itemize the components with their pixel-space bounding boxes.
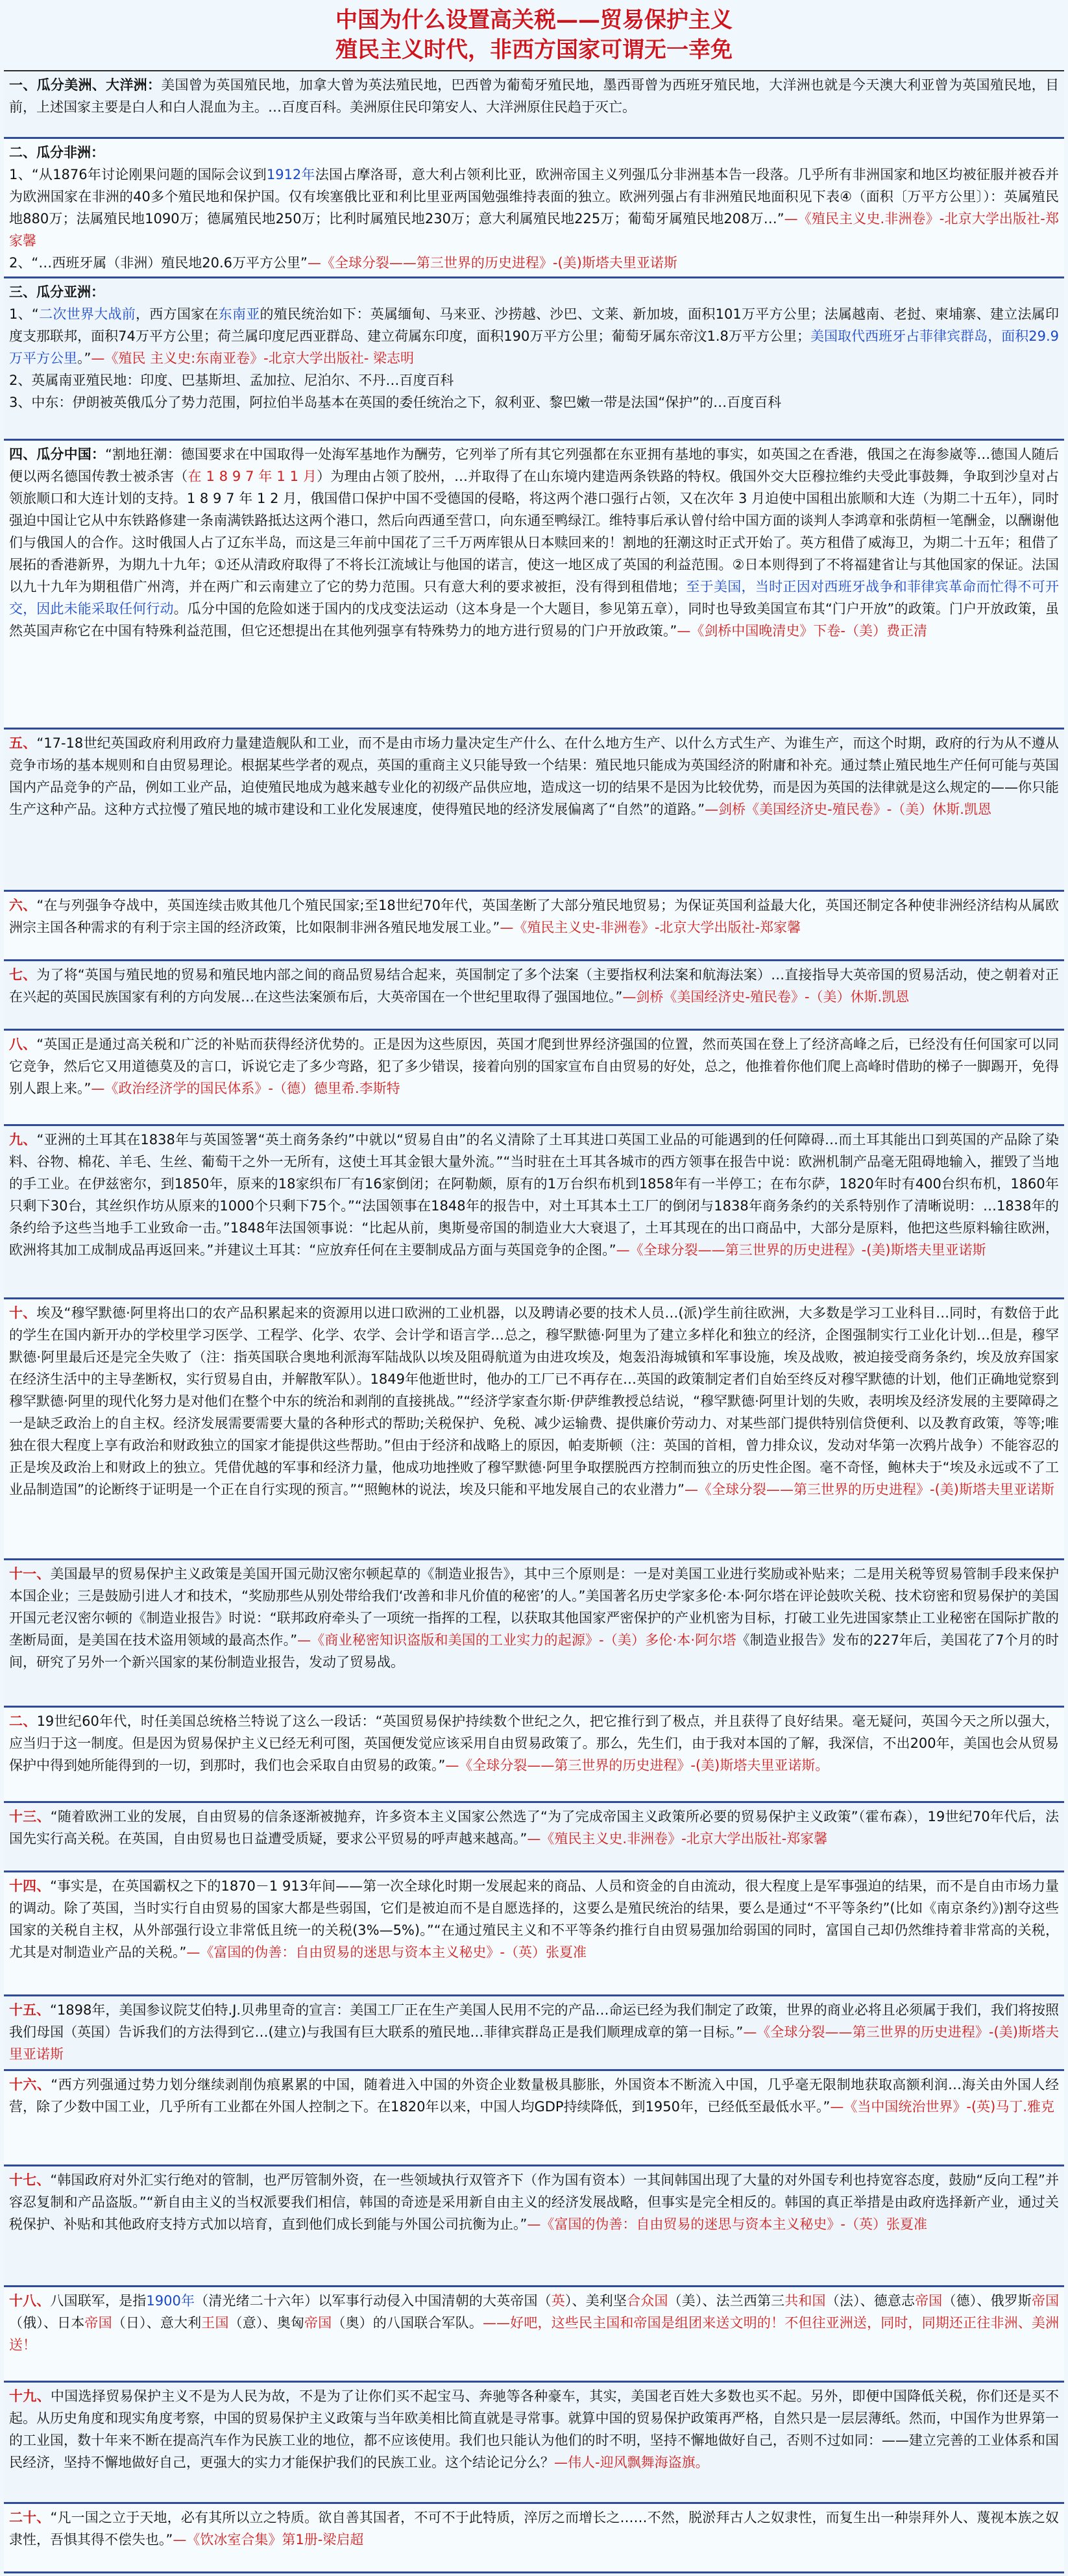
section-paragraph bbox=[9, 1129, 1059, 1261]
section-13 bbox=[4, 1803, 1064, 1872]
section-19 bbox=[4, 2383, 1064, 2504]
section-heading: 十五、 bbox=[9, 2002, 51, 2018]
citation: —剑桥《美国经济史-殖民卷》-（美）休斯.凯恩 bbox=[705, 801, 991, 817]
text-run: （俄）、日本 bbox=[9, 2315, 85, 2331]
section-paragraph bbox=[9, 2385, 1059, 2473]
section-paragraph bbox=[9, 2169, 1059, 2235]
section-paragraph bbox=[9, 1563, 1059, 1673]
section-heading: 二、瓜分非洲： bbox=[9, 144, 104, 160]
section-16 bbox=[4, 2071, 1064, 2166]
section-heading: 十三、 bbox=[9, 1809, 51, 1825]
text-run: 为了将“英国与殖民地的贸易和殖民地内部之间的商品贸易结合起来，英国制定了多个法案（主要指权利法案和航海法案）…直接指导大英帝国的贸易活动，使之朝着对正在兴起的英国民族国家有利的方向发展…在这些法案颁布后，大英帝国在一个世纪里取得了强国地位。” bbox=[9, 967, 1060, 1005]
section-7 bbox=[4, 961, 1064, 1031]
section-paragraph bbox=[9, 964, 1059, 1008]
text-run: ，西方国家在 bbox=[136, 306, 219, 322]
text-run: （意）、奥匈 bbox=[228, 2315, 305, 2331]
text-run: 八国联军，是指 bbox=[50, 2293, 147, 2309]
text-run: 二次世界大战前 bbox=[38, 306, 136, 322]
citation: —《当中国统治世界》-(英)马丁.雅克 bbox=[830, 2098, 1055, 2115]
text-run: 3、中东：伊朗被英俄瓜分了势力范围，阿拉伯半岛基本在英国的委任统治之下，叙利亚、黎巴嫩一带是法国“保护”的…百度百科 bbox=[9, 394, 782, 410]
section-12 bbox=[4, 1708, 1064, 1803]
text-run: 19世纪60年代，时任美国总统格兰特说了这么一段话：“英国贸易保护持续数个世纪之久，把它推行到了极点，并且获得了良好结果。毫无疑问，英国今天之所以强大，应当归于这一制度。但是因为贸易保护主义已经无利可图，英国便发觉应该采用自由贸易政策了。那么，先生们，由于我对本国的了解，我深信，不出200年，美国也会从贸易保护中得到她所能得到的一切，到那时，我们也会采取自由贸易的政策。” bbox=[9, 1713, 1059, 1774]
section-paragraph bbox=[9, 1875, 1059, 1963]
text-run: 王国 bbox=[201, 2315, 229, 2331]
text-run: “割地狂潮：德国要求在中国取得一处海军基地作为酬劳，它列举了所有其它列强都在东亚拥有基地的事实，如英国之在香港，俄国之在海参崴等…德国人随后便以两名德国传教士被杀害（ bbox=[9, 447, 1060, 485]
section-heading: 二十、 bbox=[9, 2510, 51, 2526]
article-header bbox=[4, 3, 1064, 70]
section-paragraph bbox=[9, 1033, 1059, 1099]
section-heading: 十九、 bbox=[9, 2388, 51, 2405]
section-paragraph bbox=[9, 894, 1059, 938]
section-heading: 三、瓜分亚洲： bbox=[9, 284, 104, 300]
section-heading: 十一、 bbox=[9, 1566, 51, 1582]
text-run: 埃及“穆罕默德·阿里将出口的农产品积累起来的资源用以进口欧洲的工业机器，以及聘请必要的技术人员…(派)学生前往欧洲，大多数是学习工业科目…同时，有数倍于此的学生在国内新开办的学校里学习医学、工程学、化学、农学、会计学和语言学…总之，穆罕默德·阿里为了建立多样化和独立的经济，企图强制实行工业化计划…但是，穆罕默德·阿里最后还是完全失败了（注：指英国联合奥地利派海军陆战队以埃及阻碍航道为由进攻埃及，炮轰沿海城镇和军事设施，埃及战败，被迫接受商务条约，埃及放弃国家在经济生活中的主导垄断权，实行贸易自由，并解散军队）。1849年他逝世时，他办的工厂已不再存在…英国的政策制定者们自始至终反对穆罕默德的计划，他们正确地觉察到穆罕默德·阿里的现代化努力是对他们在整个中东的统治和剥削的直接挑战。”“经济学家查尔斯·伊萨维教授总结说，“穆罕默德·阿里计划的失败，表明埃及经济发展的主要障碍之一是缺乏政治上的自主权。经济发展需要需要大量的各种形式的帮助;关税保护、免税、减少运输费、提供廉价劳动力、对某些部门提供特别信贷便利、以及教育政策，等等;唯独在很大程度上享有政治和财政独立的国家才能提供这些帮助。”但由于经济和战略上的原因，帕麦斯顿（注：英国的首相，曾力排众议，发动对华第一次鸦片战争）不能容忍的正是埃及政治上和财政上的独立。凭借优越的军事和经济力量，他成功地挫败了穆罕默德·阿里争取摆脱西方控制而独立的历史性企图。毫不奇怪，鲍林夫于“埃及永远或不了工业品制造国”的论断终于证明是一个正在自行实现的预言。”“照鲍林的说法，埃及只能和平地发展自己的农业潜力” bbox=[9, 1305, 1060, 1497]
text-run: “在与列强争夺战中，英国连续击败其他几个殖民国家;至18世纪70年代，英国垄断了大部分殖民地贸易；为保证英国利益最大化，英国还制定各种使非洲经济结构从属欧洲宗主国各种需求的有利于宗主国的经济政策，比如限制非洲各殖民地发展工业。” bbox=[9, 898, 1059, 936]
text-run: “凡一国之立于天地，必有其所以立之特质。欲自善其国者，不可不于此特质，淬厉之而增长之……不然，脱淤拜古人之奴隶性，而复生出一种崇拜外人、蔑视本族之奴隶性，吾惧其得不偿失也。” bbox=[9, 2510, 1060, 2548]
text-run: 。” bbox=[77, 350, 91, 366]
section-4 bbox=[4, 441, 1064, 729]
text-run: 帝国 bbox=[304, 2315, 332, 2331]
text-run: “英国正是通过高关税和广泛的补贴而获得经济优势的。正是因为这些原因，英国才爬到世界经济强国的位置，然而英国在登上了经济高峰之后，已经没有任何国家可以同它竞争，然后它又用道德莫及的言口，诉说它走了多少弯路，犯了多少错误，接着向别的国家宣布自由贸易的好处，总之，他推着你他们爬上高峰时借助的梯子一脚踢开，免得别人跟上来。” bbox=[9, 1037, 1060, 1097]
section-paragraph bbox=[9, 2074, 1059, 2118]
text-run: “1898年，美国参议院艾伯特.J.贝弗里奇的宣言：美国工厂正在生产美国人民用不完的产品…命运已经为我们制定了政策，世界的商业必将且必须属于我们，我们将按照我们母国（英国）告诉我们的方法得到它…(建立)与我国有巨大联系的殖民地…菲律宾群岛正是我们顺理成章的第一目标。” bbox=[9, 2002, 1059, 2040]
section-11 bbox=[4, 1560, 1064, 1708]
text-run: 1912年 bbox=[266, 166, 315, 182]
section-heading: 十七、 bbox=[9, 2172, 51, 2188]
section-18 bbox=[4, 2287, 1064, 2383]
text-run: 英 bbox=[551, 2293, 565, 2309]
text-run: 帝国 bbox=[1031, 2293, 1060, 2309]
text-run: （清光绪二十六年）以军事行动侵入中国清朝的大英帝国（ bbox=[195, 2293, 552, 2309]
section-heading: 十六、 bbox=[9, 2076, 51, 2092]
citation: —剑桥《美国经济史-殖民卷》-（美）休斯.凯恩 bbox=[622, 989, 910, 1005]
section-heading: 十四、 bbox=[9, 1878, 51, 1894]
citation: —《殖民主义史.非洲卷》-北京大学出版社-郑家馨 bbox=[9, 210, 1059, 249]
text-run: 2、英属南亚殖民地：印度、巴基斯坦、孟加拉、尼泊尔、不丹…百度百科 bbox=[9, 372, 454, 388]
text-run: 合众国 bbox=[627, 2293, 668, 2309]
text-run: “随着欧洲工业的发展，自由贸易的信条逐渐被抛弃，许多资本主义国家公然选了“为了完成帝国主义政策所必要的贸易保护主义政策”（霍布森），19世纪70年代后，法国先实行高关税。在英国，自由贸易也日益遭受质疑，要求公平贸易的呼声越来越高。” bbox=[9, 1809, 1060, 1847]
text-run: “事实是，在英国霸权之下的1870－1 913年间——第一次全球化时期一发展起来的商品、人员和资金的自由流动，很大程度上是军事强迫的结果，而不是自由市场力量的调动。除了英国，当时实行自由贸易的国家大都是些弱国，它们是被迫而不是自愿选择的，这要么是殖民统治的结果，要么是通过“不平等条约”(比如《南京条约》)割夺这些国家的关税自主权，从外部强行设立非常低且统一的关税(3%—5%)。”“在通过殖民主义和不平等条约推行自由贸易强加给弱国的同时，富国自己却仍然维持着非常高的关税，尤其是对制造业产品的关税。” bbox=[9, 1878, 1059, 1960]
text-run: 法国占摩洛哥，意大利占领利比亚，欧洲帝国主义列强瓜分非洲基本告一段落。几乎所有非洲国家和地区均被征服并被吞并为欧洲国家在非洲的40多个殖民地和保护国。仅有埃塞俄比亚和利比里亚两国勉强维持表面的独立。欧洲列强占有非洲殖民地面积见下表④（面积〔万平方公里〕）：英属殖民地880万；法属殖民地1090万；德属殖民地250万；比利时属殖民地230万；意大利属殖民地225万；葡萄牙属殖民地208万…” bbox=[9, 166, 1059, 227]
section-heading: 二、 bbox=[9, 1713, 37, 1730]
text-run: “西方列强通过势力划分继续剥削伪痕累累的中国，随着进入中国的外资企业数量极具膨胀，外国资本不断流入中国，几乎毫无限制地获取高额利润…海关由外国人经营，除了少数中国工业，几乎所有工业都在外国人控制之下。在1820年以来，中国人均GDP持续降低，到1950年，已经低至最低水平。” bbox=[9, 2076, 1060, 2115]
section-paragraph bbox=[9, 252, 1059, 274]
citation: —《全球分裂——第三世界的历史进程》-(美)斯塔夫里亚诺斯 bbox=[685, 1481, 1054, 1497]
section-heading: 七、 bbox=[9, 967, 37, 983]
section-heading: 十、 bbox=[9, 1305, 37, 1321]
section-paragraph bbox=[9, 2290, 1059, 2356]
text-run: 至于美国，当时正因对西班牙战争和菲律宾革命而忙得不可开交，因此未能采取任何行动 bbox=[9, 579, 1059, 617]
section-paragraph bbox=[9, 74, 1059, 118]
section-10 bbox=[4, 1299, 1064, 1561]
section-20 bbox=[4, 2504, 1064, 2573]
section-paragraph bbox=[9, 1999, 1059, 2065]
text-run: ——好吧，这些民主国和帝国是组团来送文明的！不但往亚洲送，同时，同期还正往非洲、美洲送！ bbox=[9, 2315, 1060, 2353]
article-subtitle: 殖民主义时代，非西方国家可谓无一幸免 bbox=[335, 37, 733, 63]
section-list bbox=[4, 70, 1064, 2573]
section-paragraph bbox=[9, 1806, 1059, 1850]
citation: —《殖民主义史.非洲卷》-北京大学出版社-郑家馨 bbox=[527, 1831, 828, 1847]
section-8 bbox=[4, 1031, 1064, 1126]
citation: —《全球分裂——第三世界的历史进程》-(美)斯塔夫里亚诺斯。 bbox=[445, 1758, 829, 1774]
text-run: ）、美利坚 bbox=[564, 2293, 627, 2309]
section-heading: 一、瓜分美洲、大洋洲： bbox=[9, 77, 162, 93]
section-paragraph bbox=[9, 391, 1059, 413]
citation: —《政治经济学的国民体系》-（德）德里希.李斯特 bbox=[91, 1081, 400, 1097]
text-run: 美国最早的贸易保护主义政策是美国开国元勋汉密尔顿起草的《制造业报告》，其中三个原则是：一是对美国工业进行奖励或补贴来；二是用关税等贸易管制手段来保护本国企业；三是鼓励引进人才和技术，“奖励那些从别处带给我们‘改善和非凡价值的秘密’的人。”美国著名历史学家多伦·本·阿尔塔在评论鼓吹关税、技术窃密和贸易保护的美国开国元老汉密尔顿的《制造业报告》时说：“联邦政府牵头了一项统一指挥的工程，以获取其他国家严密保护的产业机密为目标，打破工业先进国家禁止工业秘密在国际扩散的垄断局面，是美国在技术盗用领域的最高杰作。” bbox=[9, 1566, 1060, 1649]
section-5 bbox=[4, 730, 1064, 892]
article-title: 中国为什么设置高关税——贸易保护主义 bbox=[335, 7, 733, 33]
citation: —《殖民 主义史:东南亚卷》-北京大学出版社- 梁志明 bbox=[91, 350, 414, 366]
section-3 bbox=[4, 278, 1064, 441]
citation: —《饮冰室合集》第1册-梁启超 bbox=[173, 2532, 364, 2548]
text-run: “17-18世纪英国政府利用政府力量建造舰队和工业，而不是由市场力量决定生产什么、在什么地方生产、以什么方式生产、为谁生产，而这个时期，政府的行为从不遵从竞争市场的基本规则和自由贸易理论。根据某些学者的观点，英国的重商主义只能导致一个结果：殖民地只能成为英国经济的附庸和补充。通过禁止殖民地生产任何可能与英国国内产品竞争的产品，例如工业产品，迫使殖民地成为越来越专业化的初级产品供应地，造成这一切的结果不是因为比较优势，而是因为英国的法律就是这么规定的——你只能生产这种产品。这种方式拉慢了殖民地的城市建设和工业化发展速度，使得殖民地的经济发展偏离了“自然”的道路。” bbox=[9, 735, 1059, 817]
citation: —《全球分裂——第三世界的历史进程》-(美)斯塔夫里亚诺斯 bbox=[9, 2024, 1059, 2062]
section-17 bbox=[4, 2166, 1064, 2288]
text-run: 1900年 bbox=[146, 2293, 195, 2309]
text-run: “韩国政府对外汇实行绝对的管制，也严厉管制外资，在一些领域执行双管齐下（作为国有资本）一其间韩国出现了大量的对外国专利也持宽容态度，鼓励“反向工程”并容忍复制和产品盗版。”“新自由主义的当权派要我们相信，韩国的奇迹是采用新自由主义的经济发展战略，但事实是完全相反的。韩国的真正举措是由政府选择新产业，通过关税保护、补贴和其他政府支持方式加以培育，直到他们成长到能与外国公司抗衡为止。” bbox=[9, 2172, 1059, 2232]
section-9 bbox=[4, 1126, 1064, 1299]
section-heading: 十八、 bbox=[9, 2293, 51, 2309]
text-run: 1、“ bbox=[9, 306, 39, 322]
text-run: 东南亚 bbox=[218, 306, 260, 322]
section-2 bbox=[4, 139, 1064, 278]
section-heading: 六、 bbox=[9, 898, 37, 914]
text-run: 中国选择贸易保护主义不是为人民为故，不是为了让你们买不起宝马、奔驰等各种豪车，其实，美国老百姓大多数也买不起。另外，即便中国降低关税，你们还是买不起。从历史角度和现实角度考察，中国的贸易保护主义政策与当年欧美相比简直就是寻常事。就算中国的贸易保护政策再严格，自然只是一层层薄纸。然而，中国作为世界第一的工业国，数十年来不断在提高汽车作为民族工业的地位，都不应该使用。我们也只能认为他们的时不明，坚持不懈地做好自己，否则不过如同：——建立完善的工业体系和国民经济，坚持不懈地做好自己，更强大的实力才能保护我们的民族工业。这个结论记分么？ bbox=[9, 2388, 1060, 2471]
citation: —《殖民主义史-非洲卷》-北京大学出版社-郑家馨 bbox=[500, 920, 801, 936]
section-heading: 八、 bbox=[9, 1037, 37, 1053]
text-run: 美国曾为英国殖民地，加拿大曾为英法殖民地，巴西曾为葡萄牙殖民地，墨西哥曾为西班牙殖民地，大洋洲也就是今天澳大利亚曾为英国殖民地，目前，上述国家主要是白人和白人混血为主。…百度百科。美洲原住民印第安人、大洋洲原住民趋于灭亡。 bbox=[9, 77, 1060, 115]
section-heading: 九、 bbox=[9, 1132, 37, 1148]
citation: —《全球分裂——第三世界的历史进程》-(美)斯塔夫里亚诺斯 bbox=[616, 1242, 986, 1258]
section-paragraph bbox=[9, 303, 1059, 369]
citation: —《富国的伪善：自由贸易的迷思与资本主义秘史》-（英）张夏准 bbox=[527, 2216, 927, 2232]
text-run: 。瓜分中国的危险如迷于国内的戊戌变法运动（这本身是一个大题目，参见第五章），同时也导致美国宣布其“门户开放”的政策。门户开放政策，虽然英国声称它在中国有特殊利益范围，但它还想提出在其他列强享有特殊势力的地方进行贸易的门户开放政策。” bbox=[9, 601, 1059, 639]
section-paragraph bbox=[9, 164, 1059, 252]
text-run: 的殖民统治如下：英属缅甸、马来亚、沙捞越、沙巴、文莱、新加坡，面积101万平方公里；法属越南、老挝、柬埔寨、建立法属印度支那联邦，面积74万平方公里；荷兰属印度尼西亚群岛、建立荷属东印度，面积190万平方公里；葡萄牙属东帝汶1.8万平方公里； bbox=[9, 306, 1060, 344]
section-paragraph bbox=[9, 1302, 1059, 1501]
text-run: 1、“从1876年讨论刚果问题的国际会议到 bbox=[9, 166, 267, 182]
section-paragraph bbox=[9, 732, 1059, 820]
section-paragraph bbox=[9, 281, 1059, 303]
citation: —《全球分裂——第三世界的历史进程》-(美)斯塔夫里亚诺斯 bbox=[307, 254, 677, 271]
section-15 bbox=[4, 1996, 1064, 2071]
section-1 bbox=[4, 71, 1064, 139]
citation: —《商业秘密知识盗版和美国的工业实力的起源》-（美）多伦·本·阿尔塔 bbox=[297, 1632, 736, 1649]
section-paragraph bbox=[9, 443, 1059, 642]
section-6 bbox=[4, 892, 1064, 961]
citation: —伟人-迎风飘舞海盗旗。 bbox=[554, 2455, 709, 2471]
section-heading: 五、 bbox=[9, 735, 37, 751]
text-run: 帝国 bbox=[915, 2293, 943, 2309]
citation: —《剑桥中国晚清史》下卷-（美）费正清 bbox=[677, 623, 927, 639]
section-paragraph bbox=[9, 2507, 1059, 2551]
citation: —《富国的伪善：自由贸易的迷思与资本主义秘史》-（英）张夏准 bbox=[186, 1944, 587, 1960]
text-run: 美国取代西班牙占菲律宾群岛，面积29.9万平方公里 bbox=[9, 328, 1059, 366]
text-run: “亚洲的土耳其在1838年与英国签署“英土商务条约”中就以“贸易自由”的名义清除了土耳其进口英国工业品的可能遇到的任何障碍…而土耳其能出口到英国的产品除了染料、谷物、棉花、羊毛、生丝、葡萄干之外一无所有，这使土耳其金银大量外流。”“当时驻在土耳其各城市的西方领事在报告中说：欧洲机制产品毫无阻碍地输入，摧毁了当地的手工业。在伊兹密尔，到1850年，原来的18家织布厂有16家倒闭；在阿勒颇，原有的1万台织布机到1858年有一半停工；在布尔萨，1820年时有400台织布机，1860年只剩下30台，其丝织作坊从原来的1000个只剩下75个。”“法国领事在1848年的报告中，对土耳其本土工厂的倒闭与1838年商务条约的关系特别作了清晰说明：…1838年的条约给予这些当地手工业致命一击。”1848年法国领事说：“比起从前，奥斯曼帝国的制造业大大衰退了，土耳其现在的出口商品中，大部分是原料，他把这些原料输往欧洲，欧洲将其加工成制成品再返回来。”并建议土耳其：“应放弃任何在主要制成品方面与英国竞争的企图。” bbox=[9, 1132, 1060, 1258]
text-run: 在 1 8 9 7 年 1 1 月 bbox=[188, 469, 317, 485]
text-run: ）为理由占领了胶州，…并取得了在山东境内建造两条铁路的特权。俄国外交大臣穆拉维约夫受此事鼓舞，争取到沙皇对占领旅顺口和大连计划的支持。1 8 9 7 年 1 2 月，俄国借口保护中国不受德国的侵略，将这两个港口强行占领，又在次年 3 月迫使中国租出旅顺和大连（为期二十五年），同时强迫中国让它从中东铁路修建一条南满铁路抵达这两个港口，然后向西通至营口，向东通至鸭绿江。维特事后承认曾付给中国方面的谈判人李鸿章和张荫桓一笔酬金，以酬谢他们与俄国人的合作。这时俄国人占了辽东半岛，而这是三年前中国花了三千万两库银从日本赎回来的！割地的狂潮这时正式开始了。英方租借了威海卫，为期二十五年；租借了展拓的香港新界，为期九十九年；①还从清政府取得了不将长江流域让与他国的诺言，使这一地区成了英国的利益范围。②日本则得到了不将福建省让与其他国家的保证。法国以九十九年为期租借广州湾，并在两广和云南建立了它的势力范围。只有意大利的要求被拒，没有得到租借地； bbox=[9, 469, 1060, 595]
section-paragraph bbox=[9, 1710, 1059, 1776]
text-run: （美）、法兰西第三 bbox=[668, 2293, 785, 2309]
section-14 bbox=[4, 1872, 1064, 1996]
text-run: （奥）的八国联合军队。 bbox=[332, 2315, 483, 2331]
section-heading: 四、瓜分中国： bbox=[9, 447, 106, 463]
text-run: 《制造业报告》发布的227年后，美国花了7个月的时间，研究了另外一个新兴国家的某份制造业报告，发动了贸易战。 bbox=[9, 1632, 1059, 1671]
text-run: （法）、德意志 bbox=[825, 2293, 916, 2309]
text-run: （日）、意大利 bbox=[112, 2315, 202, 2331]
section-paragraph bbox=[9, 141, 1059, 164]
text-run: （德）、俄罗斯 bbox=[942, 2293, 1032, 2309]
text-run: 2、“…西班牙属（非洲）殖民地20.6万平方公里” bbox=[9, 254, 308, 271]
text-run: 帝国 bbox=[84, 2315, 112, 2331]
text-run: 共和国 bbox=[784, 2293, 826, 2309]
section-paragraph bbox=[9, 369, 1059, 391]
